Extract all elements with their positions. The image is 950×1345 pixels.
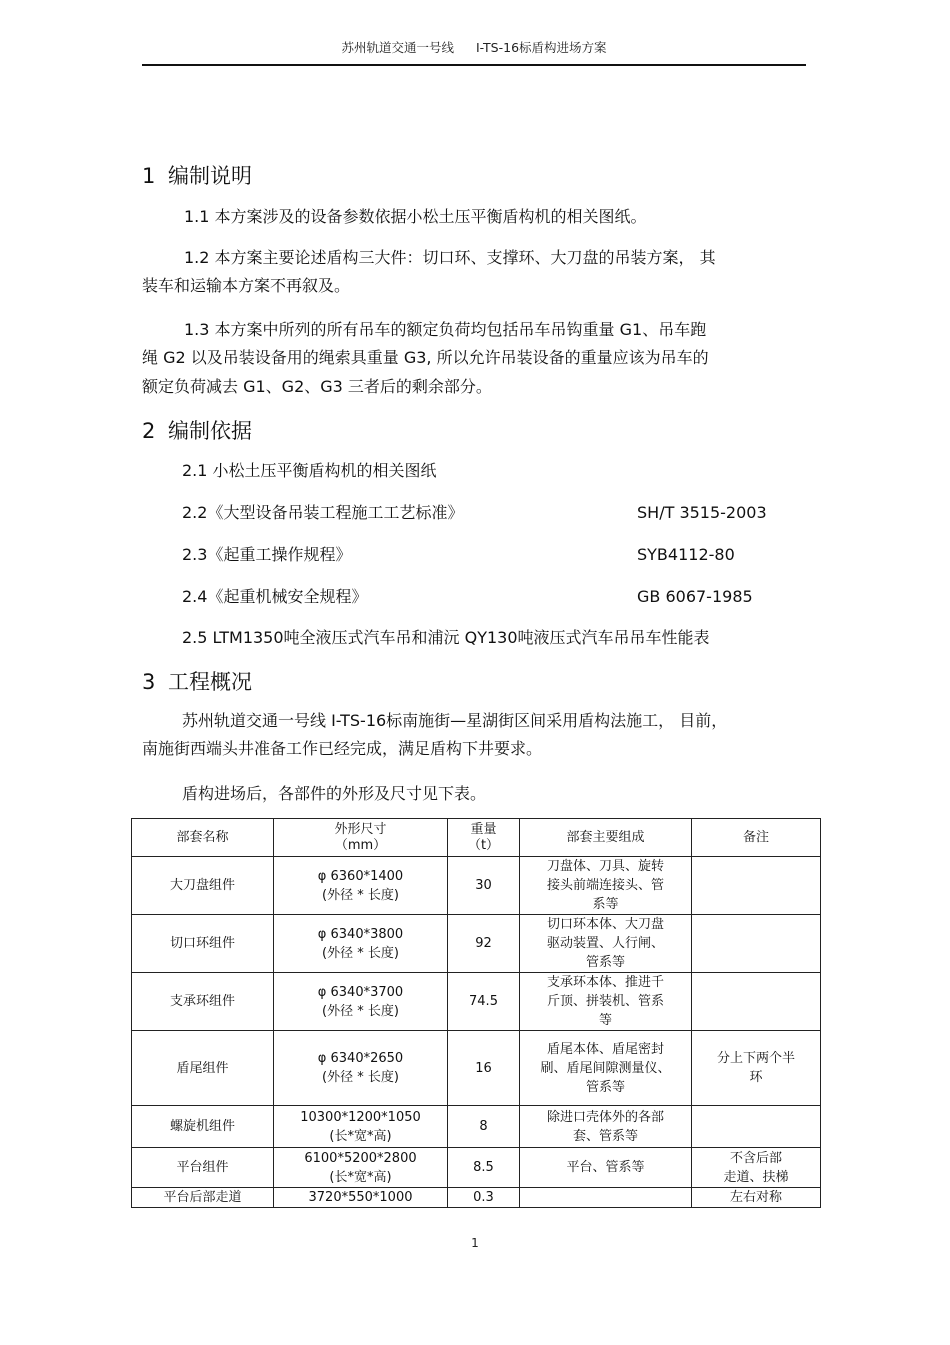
part-components: [520, 1188, 692, 1208]
component-line: 刷、盾尾间隙测量仪、: [540, 1060, 671, 1076]
component-line: 除进口壳体外的各部: [546, 1109, 664, 1125]
part-size-note: (外径 * 长度): [322, 1070, 399, 1085]
header-weight-label: 重量: [470, 821, 497, 837]
part-size: [274, 1106, 448, 1148]
s1-paragraph-2-line-2: 装车和运输本方案不再叙及。: [142, 276, 351, 295]
part-name: 盾尾组件: [132, 1031, 274, 1106]
reference-item-3: 2.3《起重工操作规程》: [182, 545, 352, 564]
header-rule: [142, 64, 806, 66]
part-size: [274, 1031, 448, 1106]
component-line: 支承环本体、推进千: [546, 975, 664, 990]
table-row: [132, 1031, 821, 1106]
component-line: 刀盘体、刀具、旋转: [546, 859, 664, 874]
part-remark: [692, 1148, 821, 1188]
part-remark: [692, 1188, 821, 1208]
section-2-heading: [142, 415, 252, 445]
section-1-title: 编制说明: [168, 164, 252, 188]
header-size-unit: （mm）: [334, 837, 387, 853]
part-size-value: φ 6340*3800: [317, 926, 404, 942]
section-1-heading: [142, 160, 252, 190]
part-name: 支承环组件: [132, 973, 274, 1031]
component-line: 斤顶、拼装机、管系: [546, 994, 664, 1009]
table-row: [132, 973, 821, 1031]
reference-code-3: SYB4112-80: [637, 545, 735, 564]
reference-item-5: 2.5 LTM1350吨全液压式汽车吊和浦沅 QY130吨液压式汽车吊吊车性能表: [182, 628, 710, 647]
component-line: 接头前端连接头、管: [546, 878, 664, 893]
part-size-value: φ 6340*3700: [317, 984, 404, 1000]
s3-paragraph-1-line-2: 南施街西端头井准备工作已经完成，满足盾构下井要求。: [142, 739, 543, 758]
part-size: [274, 1188, 448, 1208]
part-remark: [692, 973, 821, 1031]
part-name: 平台组件: [132, 1148, 274, 1188]
remark-line: 分上下两个半: [716, 1051, 795, 1066]
component-line: 盾尾本体、盾尾密封: [546, 1041, 664, 1057]
part-size-note: (外径 * 长度): [322, 887, 399, 903]
part-weight: 16: [448, 1031, 520, 1106]
part-components: [520, 1106, 692, 1148]
header-size: [274, 819, 448, 857]
part-size: [274, 973, 448, 1031]
component-line: 切口环本体、大刀盘: [546, 917, 664, 932]
s1-paragraph-3-line-3: 额定负荷减去 G1、G2、G3 三者后的剩余部分。: [142, 377, 492, 396]
part-components: [520, 1148, 692, 1188]
remark-line: 走道、扶梯: [723, 1169, 789, 1185]
table-row: [132, 1148, 821, 1188]
part-size: [274, 1148, 448, 1188]
part-size-value: 10300*1200*1050: [300, 1109, 421, 1125]
part-components: [520, 973, 692, 1031]
s1-paragraph-3-line-2: 绳 G2 以及吊装设备用的绳索具重量 G3, 所以允许吊装设备的重量应该为吊车的: [142, 348, 709, 367]
reference-item-1: 2.1 小松土压平衡盾构机的相关图纸: [182, 461, 437, 480]
part-size-note: (外径 * 长度): [322, 945, 399, 961]
s1-paragraph-1: 1.1 本方案涉及的设备参数依据小松土压平衡盾构机的相关图纸。: [184, 207, 647, 226]
component-line: 管系等: [585, 955, 625, 970]
header-right: I-TS-16标盾构进场方案: [475, 40, 607, 55]
reference-item-4: 2.4《起重机械安全规程》: [182, 587, 368, 606]
table-row: [132, 857, 821, 915]
remark-line: 环: [749, 1070, 763, 1085]
component-line: 管系等: [585, 1079, 625, 1095]
part-weight: 74.5: [448, 973, 520, 1031]
part-size: [274, 915, 448, 973]
section-2-title: 编制依据: [168, 419, 252, 443]
s3-paragraph-2: 盾构进场后，各部件的外形及尺寸见下表。: [182, 784, 487, 803]
part-remark: [692, 915, 821, 973]
part-name: 切口环组件: [132, 915, 274, 973]
header-size-label: 外形尺寸: [334, 821, 387, 837]
table-row: [132, 1188, 821, 1208]
part-remark: [692, 1106, 821, 1148]
header-weight: [448, 819, 520, 857]
section-1-number: 1: [142, 164, 156, 188]
part-components: [520, 915, 692, 973]
part-size-value: 3720*550*1000: [308, 1190, 413, 1205]
section-3-heading: [142, 666, 252, 696]
header-left: 苏州轨道交通一号线: [341, 40, 454, 55]
reference-code-4: GB 6067-1985: [637, 587, 753, 606]
component-line: 套、管系等: [572, 1128, 638, 1144]
part-name: 平台后部走道: [132, 1188, 274, 1208]
remark-line: 不含后部: [729, 1150, 782, 1166]
remark-line: 左右对称: [729, 1190, 782, 1205]
header-remarks: 备注: [692, 819, 821, 857]
part-weight: 8: [448, 1106, 520, 1148]
reference-code-2: SH/T 3515-2003: [637, 503, 767, 522]
component-line: 系等: [592, 897, 619, 912]
part-name: 螺旋机组件: [132, 1106, 274, 1148]
table-row: [132, 915, 821, 973]
component-line: 驱动装置、人行闸、: [546, 936, 664, 951]
part-size: [274, 857, 448, 915]
s3-paragraph-1-line-1: 苏州轨道交通一号线 I-TS-16标南施街—星湖街区间采用盾构法施工， 目前，: [182, 711, 728, 730]
component-line: 等: [598, 1013, 612, 1028]
part-size-value: φ 6340*2650: [317, 1051, 404, 1066]
reference-item-2: 2.2《大型设备吊装工程施工工艺标准》: [182, 503, 464, 522]
page-number: 1: [471, 1236, 479, 1250]
header-components: 部套主要组成: [520, 819, 692, 857]
part-remark: [692, 857, 821, 915]
table-row: [132, 1106, 821, 1148]
section-3-title: 工程概况: [168, 670, 252, 694]
part-size-note: (长*宽*高): [329, 1169, 392, 1185]
header-name: 部套名称: [132, 819, 274, 857]
part-weight: 8.5: [448, 1148, 520, 1188]
section-2-number: 2: [142, 419, 156, 443]
page-header: [142, 38, 806, 56]
part-components: [520, 1031, 692, 1106]
part-size-note: (长*宽*高): [329, 1128, 392, 1144]
part-weight: 92: [448, 915, 520, 973]
part-weight: 30: [448, 857, 520, 915]
parts-table: [131, 818, 821, 1208]
section-3-number: 3: [142, 670, 156, 694]
part-size-note: (外径 * 长度): [322, 1003, 399, 1019]
part-name: 大刀盘组件: [132, 857, 274, 915]
table-header-row: [132, 819, 821, 857]
header-weight-unit: （t）: [467, 837, 500, 853]
part-components: [520, 857, 692, 915]
s1-paragraph-3-line-1: 1.3 本方案中所列的所有吊车的额定负荷均包括吊车吊钩重量 G1、吊车跑: [184, 320, 707, 339]
s1-paragraph-2-line-1: 1.2 本方案主要论述盾构三大件：切口环、支撑环、大刀盘的吊装方案， 其: [184, 248, 716, 267]
part-size-value: 6100*5200*2800: [304, 1150, 417, 1166]
part-remark: [692, 1031, 821, 1106]
component-line: 平台、管系等: [566, 1160, 645, 1175]
part-weight: 0.3: [448, 1188, 520, 1208]
part-size-value: φ 6360*1400: [317, 868, 404, 884]
